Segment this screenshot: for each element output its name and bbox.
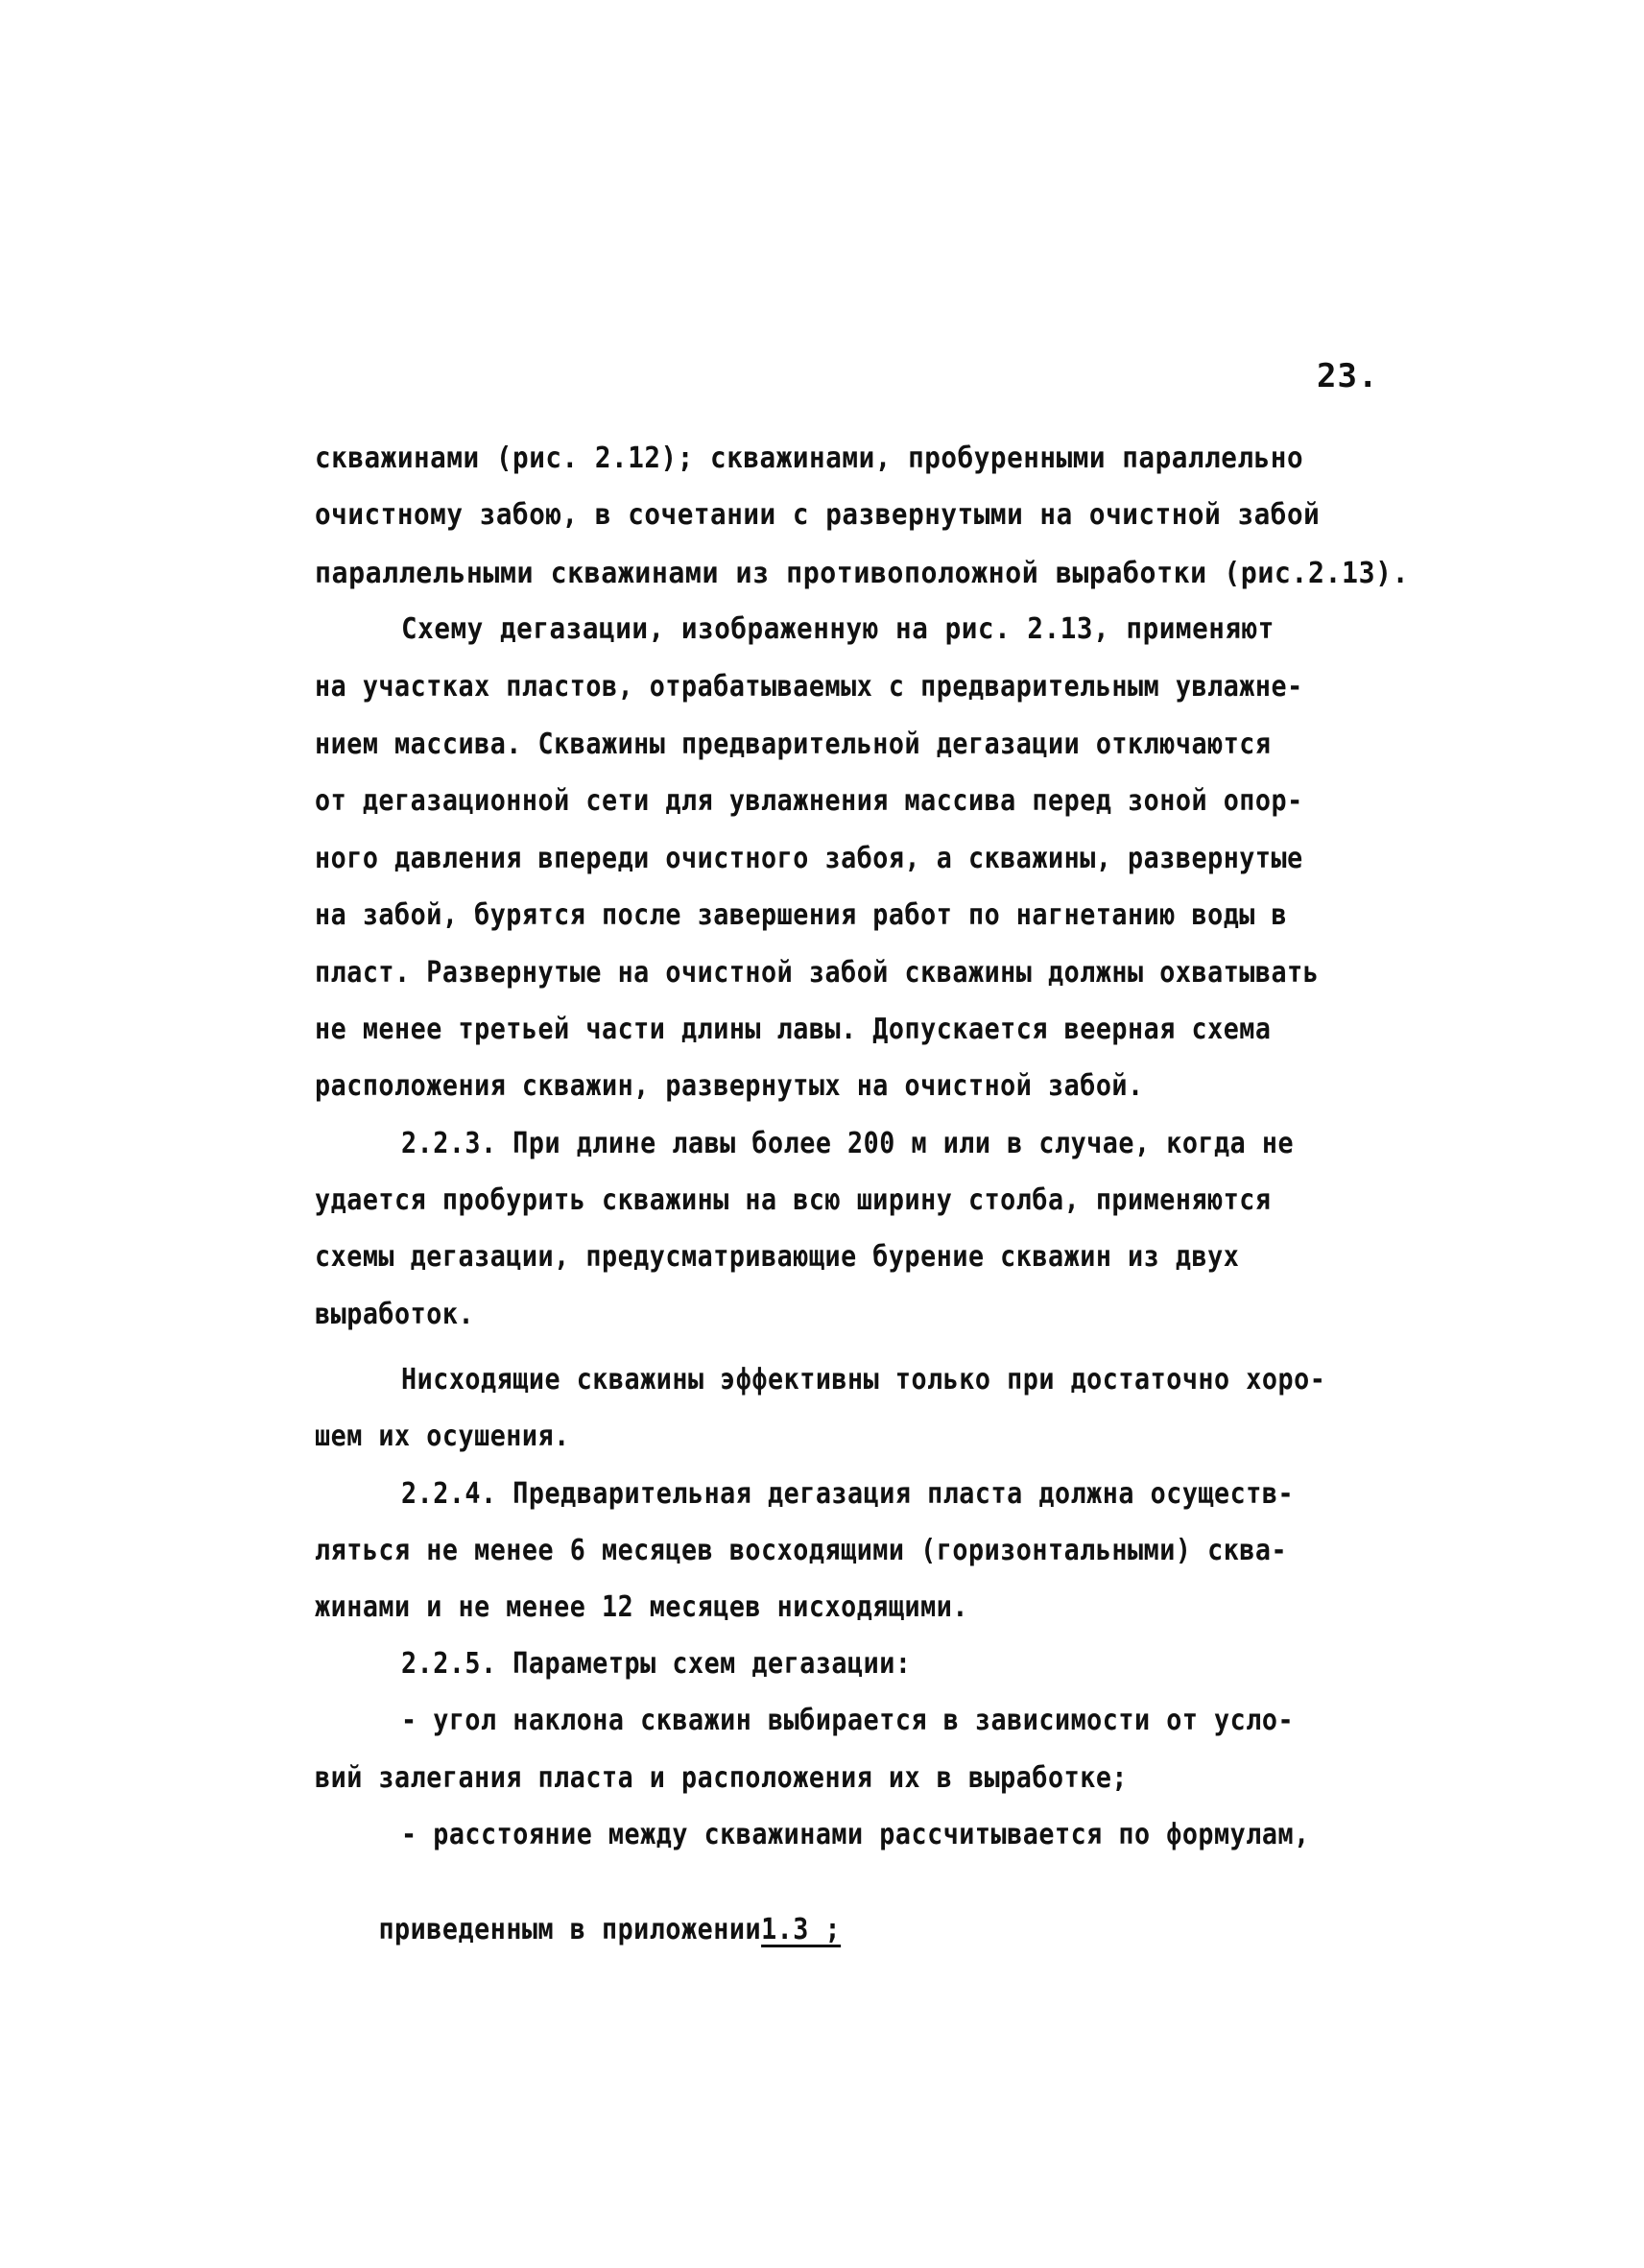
text-line: удается пробурить скважины на всю ширину столба, применяются: [315, 1183, 1272, 1217]
text-line: шем их осушения.: [315, 1420, 570, 1453]
text-line: жинами и не менее 12 месяцев нисходящими.: [315, 1590, 968, 1624]
text-line: 2.2.5. Параметры схем дегазации:: [401, 1647, 912, 1681]
text-line: ляться не менее 6 месяцев восходящими (горизонтальными) сква-: [315, 1534, 1288, 1567]
page-number: 23.: [1317, 357, 1379, 395]
text-line: - угол наклона скважин выбирается в зависимости от усло-: [401, 1704, 1295, 1737]
appendix-reference: 1.3 ;: [761, 1913, 842, 1946]
text-line: [315, 1873, 841, 1988]
text-line: нием массива. Скважины предварительной дегазации отключаются: [315, 728, 1272, 761]
text-line: очистному забою, в сочетании с развернутыми на очистной забой: [315, 498, 1321, 532]
text-line: 2.2.3. При длине лавы более 200 м или в случае, когда не: [401, 1127, 1295, 1160]
text-line: выработок.: [315, 1298, 475, 1331]
text-line: скважинами (рис. 2.12); скважинами, пробуренными параллельно: [315, 442, 1304, 475]
text-line: на участках пластов, отрабатываемых с предварительным увлажне-: [315, 670, 1303, 704]
text-line: параллельными скважинами из противоположной выработки (рис.2.13).: [315, 557, 1410, 590]
text-line: - расстояние между скважинами рассчитывается по формулам,: [401, 1818, 1310, 1851]
text-line: Нисходящие скважины эффективны только при достаточно хоро-: [401, 1363, 1326, 1397]
text-line: Схему дегазации, изображенную на рис. 2.13, применяют: [401, 612, 1275, 646]
text-line: вий залегания пласта и расположения их в выработке;: [315, 1761, 1129, 1795]
text-line-content: приведенным в приложении: [378, 1913, 762, 1946]
text-line: 2.2.4. Предварительная дегазация пласта должна осуществ-: [401, 1477, 1295, 1511]
text-line: схемы дегазации, предусматривающие бурение скважин из двух: [315, 1240, 1240, 1274]
text-line: не менее третьей части длины лавы. Допускается веерная схема: [315, 1013, 1272, 1046]
text-line: от дегазационной сети для увлажнения массива перед зоной опор-: [315, 784, 1303, 818]
text-line: расположения скважин, развернутых на очистной забой.: [315, 1069, 1144, 1103]
text-line: ного давления впереди очистного забоя, а скважины, развернутые: [315, 842, 1303, 875]
text-line: на забой, бурятся после завершения работ по нагнетанию воды в: [315, 898, 1288, 932]
text-line: пласт. Развернутые на очистной забой скважины должны охватывать: [315, 956, 1320, 990]
